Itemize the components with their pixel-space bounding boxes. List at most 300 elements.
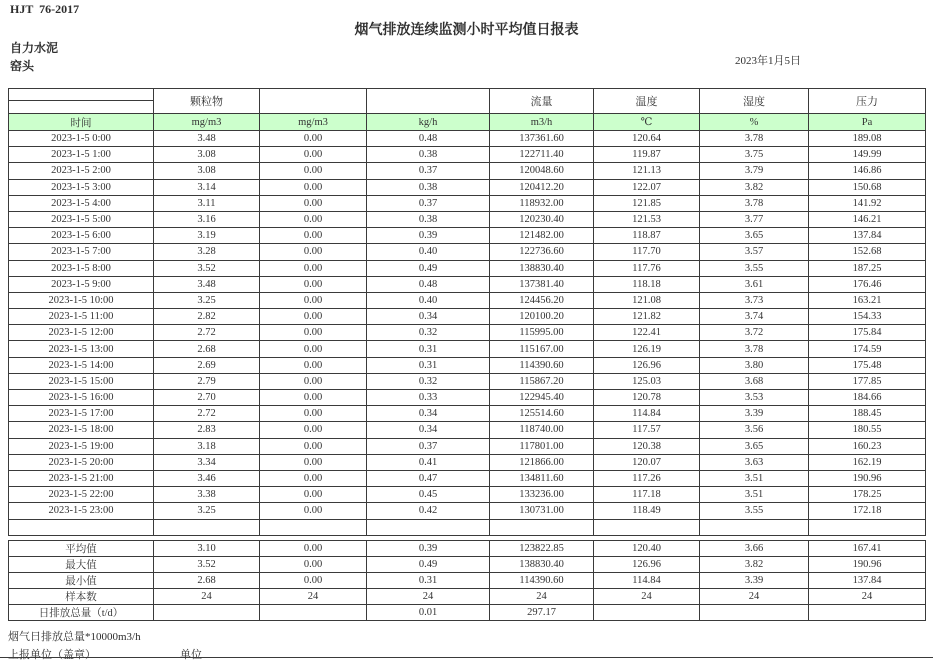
cell-pressure-pa: 188.45	[809, 406, 926, 422]
cell-pm2-mgm3: 0.00	[260, 276, 367, 292]
cell-pm-mgm3: 2.68	[154, 341, 260, 357]
cell-pm-mgm3: 3.19	[154, 228, 260, 244]
cell-pm2-mgm3: 0.00	[260, 211, 367, 227]
table-row	[9, 503, 926, 519]
cell-time: 2023-1-5 20:00	[9, 454, 154, 470]
summary-value: 0.00	[260, 540, 367, 556]
cell-pressure-pa: 189.08	[809, 131, 926, 147]
monitoring-table	[8, 88, 926, 536]
report-date: 2023年1月5日	[735, 55, 801, 67]
cell-temp-c: 121.13	[594, 163, 700, 179]
cell-temp-c: 121.53	[594, 211, 700, 227]
blank-cell	[700, 519, 809, 535]
cell-temp-c: 117.70	[594, 244, 700, 260]
cell-humidity-pct: 3.55	[700, 260, 809, 276]
cell-flow-m3h: 118740.00	[490, 422, 594, 438]
cell-flow-m3h: 122945.40	[490, 390, 594, 406]
cell-pm-mgm3: 3.11	[154, 195, 260, 211]
cell-humidity-pct: 3.72	[700, 325, 809, 341]
cell-time: 2023-1-5 16:00	[9, 390, 154, 406]
summary-value: 24	[367, 588, 490, 604]
cell-pm2-mgm3: 0.00	[260, 470, 367, 486]
table-row	[9, 309, 926, 325]
summary-value	[154, 604, 260, 620]
cell-pressure-pa: 149.99	[809, 147, 926, 163]
cell-pressure-pa: 176.46	[809, 276, 926, 292]
cell-pm-mgm3: 3.25	[154, 292, 260, 308]
cell-pm-mgm3: 3.48	[154, 131, 260, 147]
company-name: 自力水泥	[10, 41, 59, 55]
cell-flow-m3h: 118932.00	[490, 195, 594, 211]
cell-pressure-pa: 175.84	[809, 325, 926, 341]
cell-temp-c: 121.82	[594, 309, 700, 325]
cell-flow-m3h: 115995.00	[490, 325, 594, 341]
cell-temp-c: 120.64	[594, 131, 700, 147]
cell-pm-mgm3: 2.72	[154, 406, 260, 422]
cell-pressure-pa: 150.68	[809, 179, 926, 195]
summary-row	[9, 540, 926, 556]
summary-value: 138830.40	[490, 556, 594, 572]
summary-value: 24	[809, 588, 926, 604]
cell-pm2-mgm3: 0.00	[260, 422, 367, 438]
summary-value: 24	[490, 588, 594, 604]
cell-humidity-pct: 3.75	[700, 147, 809, 163]
cell-time: 2023-1-5 14:00	[9, 357, 154, 373]
cell-humidity-pct: 3.79	[700, 163, 809, 179]
summary-value: 114390.60	[490, 572, 594, 588]
cell-temp-c: 118.49	[594, 503, 700, 519]
summary-value	[700, 604, 809, 620]
summary-value: 3.10	[154, 540, 260, 556]
cell-pm-kgh: 0.48	[367, 276, 490, 292]
summary-value: 0.31	[367, 572, 490, 588]
cell-pm-kgh: 0.37	[367, 195, 490, 211]
split-cell-top	[9, 89, 153, 101]
cell-pm2-mgm3: 0.00	[260, 503, 367, 519]
unit-header-kgh: kg/h	[367, 114, 490, 131]
summary-value: 0.00	[260, 572, 367, 588]
cell-flow-m3h: 124456.20	[490, 292, 594, 308]
cell-flow-m3h: 137361.60	[490, 131, 594, 147]
cell-pm-mgm3: 3.28	[154, 244, 260, 260]
table-row	[9, 163, 926, 179]
summary-value	[809, 604, 926, 620]
unit-header-m3h: m3/h	[490, 114, 594, 131]
cell-time: 2023-1-5 8:00	[9, 260, 154, 276]
cell-humidity-pct: 3.78	[700, 131, 809, 147]
cell-pm-mgm3: 3.52	[154, 260, 260, 276]
col-header-pressure: 压力	[809, 89, 926, 114]
cell-pm2-mgm3: 0.00	[260, 260, 367, 276]
report-unit-label: 上报单位（盖章）	[8, 648, 96, 661]
cell-temp-c: 117.18	[594, 487, 700, 503]
cell-pm-kgh: 0.40	[367, 244, 490, 260]
cell-humidity-pct: 3.39	[700, 406, 809, 422]
split-cell-bottom	[9, 101, 153, 113]
cell-pm-kgh: 0.42	[367, 503, 490, 519]
summary-value: 2.68	[154, 572, 260, 588]
summary-value: 137.84	[809, 572, 926, 588]
table-row	[9, 406, 926, 422]
summary-row	[9, 604, 926, 620]
cell-pm-kgh: 0.47	[367, 470, 490, 486]
table-row	[9, 373, 926, 389]
cell-flow-m3h: 120100.20	[490, 309, 594, 325]
table-row	[9, 487, 926, 503]
unit-header-time: 时间	[9, 114, 154, 131]
cell-pm-mgm3: 3.16	[154, 211, 260, 227]
table-row	[9, 195, 926, 211]
cell-time: 2023-1-5 13:00	[9, 341, 154, 357]
cell-pm2-mgm3: 0.00	[260, 325, 367, 341]
cell-time: 2023-1-5 2:00	[9, 163, 154, 179]
cell-pm-kgh: 0.32	[367, 373, 490, 389]
cell-time: 2023-1-5 17:00	[9, 406, 154, 422]
cell-pm-mgm3: 2.83	[154, 422, 260, 438]
time-header-split-cell	[9, 89, 154, 114]
summary-row	[9, 556, 926, 572]
table-header	[9, 89, 926, 131]
cell-humidity-pct: 3.68	[700, 373, 809, 389]
table-row	[9, 179, 926, 195]
table-row	[9, 454, 926, 470]
cell-time: 2023-1-5 12:00	[9, 325, 154, 341]
station-name: 窑头	[10, 59, 35, 73]
summary-value: 297.17	[490, 604, 594, 620]
cell-humidity-pct: 3.65	[700, 228, 809, 244]
blank-cell	[260, 519, 367, 535]
cell-time: 2023-1-5 0:00	[9, 131, 154, 147]
cell-pressure-pa: 180.55	[809, 422, 926, 438]
cell-pm-kgh: 0.41	[367, 454, 490, 470]
cell-pm-mgm3: 3.25	[154, 503, 260, 519]
summary-label: 最大值	[9, 556, 154, 572]
table-row	[9, 228, 926, 244]
cell-pm-kgh: 0.32	[367, 325, 490, 341]
summary-value	[594, 604, 700, 620]
cell-pm-mgm3: 3.34	[154, 454, 260, 470]
cell-pm-kgh: 0.45	[367, 487, 490, 503]
cell-pm2-mgm3: 0.00	[260, 487, 367, 503]
cell-pm2-mgm3: 0.00	[260, 292, 367, 308]
table-footer-blank	[9, 519, 926, 535]
cell-pm-kgh: 0.33	[367, 390, 490, 406]
cell-pm2-mgm3: 0.00	[260, 406, 367, 422]
cell-pm-kgh: 0.39	[367, 228, 490, 244]
cell-pm-kgh: 0.49	[367, 260, 490, 276]
cell-pm-mgm3: 3.08	[154, 147, 260, 163]
summary-value: 114.84	[594, 572, 700, 588]
cell-time: 2023-1-5 11:00	[9, 309, 154, 325]
bottom-rule	[0, 657, 933, 658]
cell-pressure-pa: 187.25	[809, 260, 926, 276]
summary-value: 126.96	[594, 556, 700, 572]
cell-flow-m3h: 134811.60	[490, 470, 594, 486]
cell-time: 2023-1-5 7:00	[9, 244, 154, 260]
cell-flow-m3h: 138830.40	[490, 260, 594, 276]
cell-temp-c: 120.38	[594, 438, 700, 454]
flow-total-note: 烟气日排放总量*10000m3/h	[8, 630, 141, 643]
cell-humidity-pct: 3.78	[700, 195, 809, 211]
cell-temp-c: 120.78	[594, 390, 700, 406]
summary-value: 24	[700, 588, 809, 604]
unit-header-percent: %	[700, 114, 809, 131]
cell-pm-kgh: 0.31	[367, 341, 490, 357]
col-header-temp: 温度	[594, 89, 700, 114]
table-row	[9, 260, 926, 276]
summary-value: 3.52	[154, 556, 260, 572]
summary-value: 0.01	[367, 604, 490, 620]
cell-pm2-mgm3: 0.00	[260, 438, 367, 454]
cell-humidity-pct: 3.82	[700, 179, 809, 195]
table-row	[9, 390, 926, 406]
cell-pm-kgh: 0.38	[367, 179, 490, 195]
cell-pm-kgh: 0.34	[367, 309, 490, 325]
col-header-flow: 流量	[490, 89, 594, 114]
cell-humidity-pct: 3.61	[700, 276, 809, 292]
cell-pm-mgm3: 2.70	[154, 390, 260, 406]
summary-value: 190.96	[809, 556, 926, 572]
col-header-blank-2	[367, 89, 490, 114]
cell-time: 2023-1-5 15:00	[9, 373, 154, 389]
cell-flow-m3h: 121866.00	[490, 454, 594, 470]
cell-humidity-pct: 3.56	[700, 422, 809, 438]
cell-pm-kgh: 0.37	[367, 438, 490, 454]
table-row	[9, 147, 926, 163]
cell-pressure-pa: 163.21	[809, 292, 926, 308]
cell-pm-kgh: 0.38	[367, 211, 490, 227]
cell-flow-m3h: 115867.20	[490, 373, 594, 389]
cell-temp-c: 117.57	[594, 422, 700, 438]
cell-pm-mgm3: 2.72	[154, 325, 260, 341]
table-row	[9, 422, 926, 438]
summary-label: 日排放总量（t/d）	[9, 604, 154, 620]
cell-temp-c: 114.84	[594, 406, 700, 422]
cell-temp-c: 118.18	[594, 276, 700, 292]
cell-humidity-pct: 3.80	[700, 357, 809, 373]
cell-flow-m3h: 121482.00	[490, 228, 594, 244]
table-row	[9, 276, 926, 292]
summary-label: 平均值	[9, 540, 154, 556]
blank-cell	[490, 519, 594, 535]
table-row	[9, 211, 926, 227]
cell-flow-m3h: 120412.20	[490, 179, 594, 195]
unit-header-row	[9, 114, 926, 131]
table-row	[9, 244, 926, 260]
summary-body	[9, 540, 926, 620]
cell-pressure-pa: 160.23	[809, 438, 926, 454]
cell-pm-kgh: 0.34	[367, 406, 490, 422]
cell-time: 2023-1-5 22:00	[9, 487, 154, 503]
cell-humidity-pct: 3.63	[700, 454, 809, 470]
summary-value: 3.82	[700, 556, 809, 572]
summary-value: 120.40	[594, 540, 700, 556]
signature-line	[8, 646, 925, 661]
cell-pressure-pa: 172.18	[809, 503, 926, 519]
table-row	[9, 438, 926, 454]
cell-pm2-mgm3: 0.00	[260, 163, 367, 179]
cell-pm2-mgm3: 0.00	[260, 309, 367, 325]
unit-header-mgm3-1: mg/m3	[154, 114, 260, 131]
cell-pm2-mgm3: 0.00	[260, 454, 367, 470]
cell-pressure-pa: 175.48	[809, 357, 926, 373]
cell-pm-mgm3: 3.46	[154, 470, 260, 486]
cell-temp-c: 118.87	[594, 228, 700, 244]
unit-header-pa: Pa	[809, 114, 926, 131]
cell-flow-m3h: 120230.40	[490, 211, 594, 227]
summary-value: 0.39	[367, 540, 490, 556]
cell-temp-c: 119.87	[594, 147, 700, 163]
cell-temp-c: 125.03	[594, 373, 700, 389]
cell-humidity-pct: 3.78	[700, 341, 809, 357]
group-header-row	[9, 89, 926, 114]
cell-humidity-pct: 3.74	[700, 309, 809, 325]
cell-pm2-mgm3: 0.00	[260, 341, 367, 357]
table-row	[9, 131, 926, 147]
cell-humidity-pct: 3.77	[700, 211, 809, 227]
cell-flow-m3h: 125514.60	[490, 406, 594, 422]
cell-pm2-mgm3: 0.00	[260, 179, 367, 195]
blank-cell	[154, 519, 260, 535]
cell-time: 2023-1-5 21:00	[9, 470, 154, 486]
cell-pressure-pa: 137.84	[809, 228, 926, 244]
cell-pm2-mgm3: 0.00	[260, 195, 367, 211]
cell-humidity-pct: 3.53	[700, 390, 809, 406]
cell-time: 2023-1-5 3:00	[9, 179, 154, 195]
unit-header-mgm3-2: mg/m3	[260, 114, 367, 131]
cell-pressure-pa: 152.68	[809, 244, 926, 260]
cell-temp-c: 126.19	[594, 341, 700, 357]
summary-value: 24	[154, 588, 260, 604]
cell-pressure-pa: 178.25	[809, 487, 926, 503]
col-header-blank-1	[260, 89, 367, 114]
table-row	[9, 292, 926, 308]
cell-pressure-pa: 184.66	[809, 390, 926, 406]
cell-temp-c: 117.76	[594, 260, 700, 276]
cell-humidity-pct: 3.57	[700, 244, 809, 260]
blank-cell	[9, 519, 154, 535]
cell-pressure-pa: 190.96	[809, 470, 926, 486]
cell-pressure-pa: 146.86	[809, 163, 926, 179]
cell-time: 2023-1-5 9:00	[9, 276, 154, 292]
col-header-pm: 颗粒物	[154, 89, 260, 114]
cell-pm-mgm3: 3.38	[154, 487, 260, 503]
cell-flow-m3h: 120048.60	[490, 163, 594, 179]
cell-pm-mgm3: 3.18	[154, 438, 260, 454]
blank-row	[9, 519, 926, 535]
cell-temp-c: 121.85	[594, 195, 700, 211]
summary-value: 3.66	[700, 540, 809, 556]
page-title: 烟气排放连续监测小时平均值日报表	[354, 23, 579, 38]
cell-time: 2023-1-5 5:00	[9, 211, 154, 227]
cell-temp-c: 122.07	[594, 179, 700, 195]
cell-flow-m3h: 122711.40	[490, 147, 594, 163]
cell-pm-kgh: 0.48	[367, 131, 490, 147]
table-body	[9, 131, 926, 520]
col-header-humidity: 湿度	[700, 89, 809, 114]
summary-row	[9, 572, 926, 588]
summary-table	[8, 540, 926, 621]
cell-flow-m3h: 133236.00	[490, 487, 594, 503]
cell-pm2-mgm3: 0.00	[260, 390, 367, 406]
cell-flow-m3h: 117801.00	[490, 438, 594, 454]
cell-pressure-pa: 162.19	[809, 454, 926, 470]
unit-header-celsius: ℃	[594, 114, 700, 131]
report-content	[8, 88, 925, 661]
table-row	[9, 325, 926, 341]
unit-label: 单位	[180, 648, 202, 661]
cell-pm2-mgm3: 0.00	[260, 228, 367, 244]
cell-time: 2023-1-5 4:00	[9, 195, 154, 211]
cell-pm-mgm3: 2.69	[154, 357, 260, 373]
cell-temp-c: 122.41	[594, 325, 700, 341]
cell-flow-m3h: 122736.60	[490, 244, 594, 260]
cell-pm-kgh: 0.34	[367, 422, 490, 438]
summary-value: 167.41	[809, 540, 926, 556]
summary-label: 最小值	[9, 572, 154, 588]
blank-cell	[594, 519, 700, 535]
cell-humidity-pct: 3.55	[700, 503, 809, 519]
cell-pm2-mgm3: 0.00	[260, 373, 367, 389]
cell-temp-c: 121.08	[594, 292, 700, 308]
summary-row	[9, 588, 926, 604]
cell-pm-kgh: 0.40	[367, 292, 490, 308]
cell-pm-mgm3: 3.48	[154, 276, 260, 292]
cell-time: 2023-1-5 1:00	[9, 147, 154, 163]
cell-pm-kgh: 0.37	[367, 163, 490, 179]
cell-time: 2023-1-5 6:00	[9, 228, 154, 244]
cell-pressure-pa: 154.33	[809, 309, 926, 325]
summary-value: 0.00	[260, 556, 367, 572]
cell-pressure-pa: 177.85	[809, 373, 926, 389]
cell-pm2-mgm3: 0.00	[260, 131, 367, 147]
summary-value: 123822.85	[490, 540, 594, 556]
summary-value: 0.49	[367, 556, 490, 572]
doc-code: HJT 76-2017	[10, 2, 80, 16]
cell-flow-m3h: 114390.60	[490, 357, 594, 373]
cell-flow-m3h: 130731.00	[490, 503, 594, 519]
cell-humidity-pct: 3.73	[700, 292, 809, 308]
cell-pm2-mgm3: 0.00	[260, 244, 367, 260]
cell-temp-c: 117.26	[594, 470, 700, 486]
cell-pressure-pa: 141.92	[809, 195, 926, 211]
cell-humidity-pct: 3.51	[700, 470, 809, 486]
cell-pm-kgh: 0.31	[367, 357, 490, 373]
blank-cell	[809, 519, 926, 535]
cell-pressure-pa: 174.59	[809, 341, 926, 357]
table-row	[9, 341, 926, 357]
cell-pm-mgm3: 3.08	[154, 163, 260, 179]
summary-value: 24	[260, 588, 367, 604]
cell-flow-m3h: 137381.40	[490, 276, 594, 292]
summary-value: 3.39	[700, 572, 809, 588]
cell-pm2-mgm3: 0.00	[260, 357, 367, 373]
cell-pm-mgm3: 2.79	[154, 373, 260, 389]
cell-time: 2023-1-5 23:00	[9, 503, 154, 519]
cell-pm-mgm3: 3.14	[154, 179, 260, 195]
cell-pressure-pa: 146.21	[809, 211, 926, 227]
summary-value: 24	[594, 588, 700, 604]
cell-temp-c: 126.96	[594, 357, 700, 373]
table-row	[9, 470, 926, 486]
cell-time: 2023-1-5 10:00	[9, 292, 154, 308]
summary-label: 样本数	[9, 588, 154, 604]
blank-cell	[367, 519, 490, 535]
summary-value	[260, 604, 367, 620]
cell-humidity-pct: 3.65	[700, 438, 809, 454]
cell-flow-m3h: 115167.00	[490, 341, 594, 357]
cell-time: 2023-1-5 18:00	[9, 422, 154, 438]
